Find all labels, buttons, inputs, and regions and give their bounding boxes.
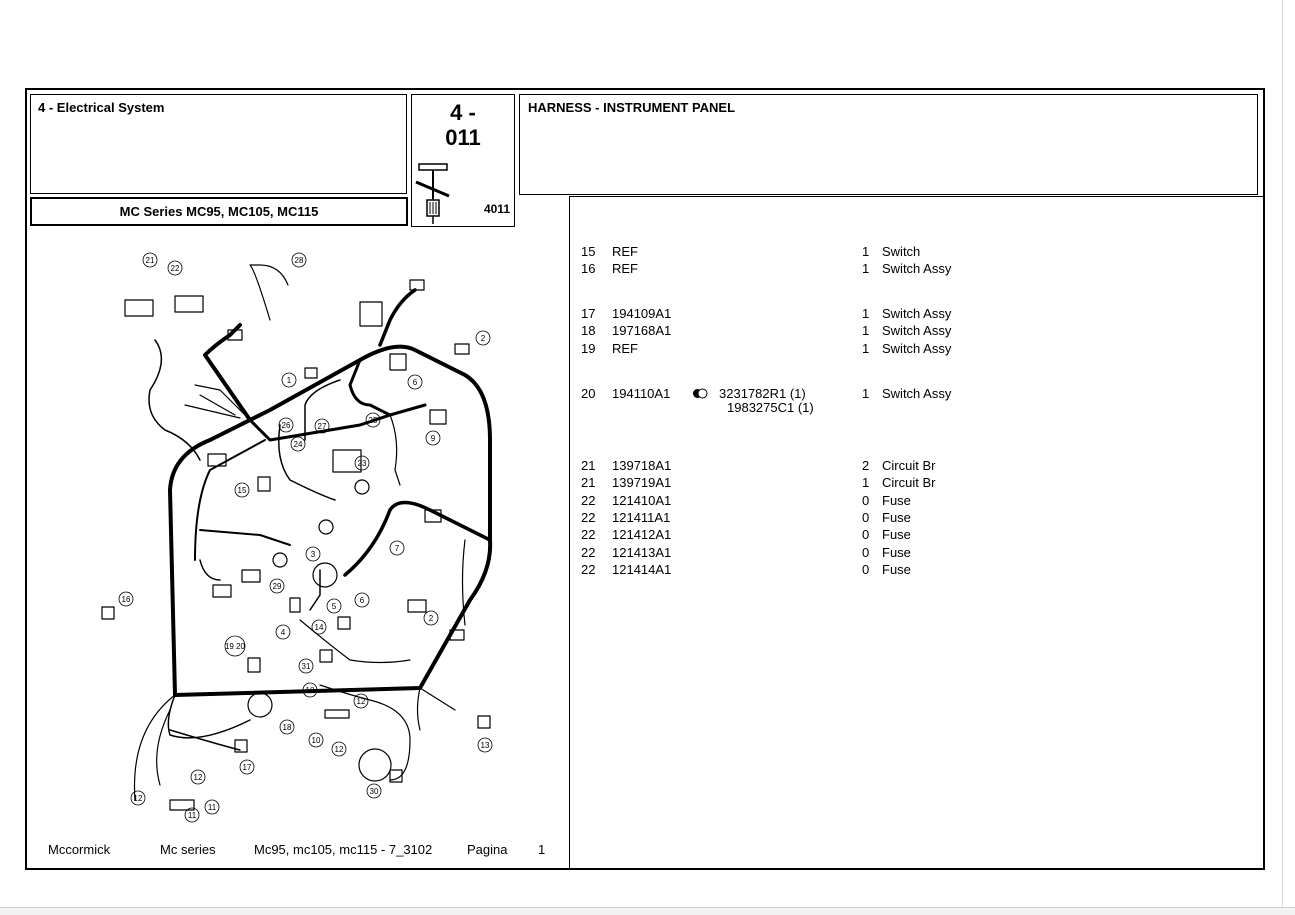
series-title: MC Series MC95, MC105, MC115 [119, 204, 319, 219]
svg-text:22: 22 [170, 264, 180, 273]
section-title: 4 - Electrical System [38, 100, 165, 115]
viewer-bottom-edge [0, 907, 1295, 915]
part-qty: 1 [862, 341, 870, 356]
svg-text:9: 9 [430, 434, 436, 443]
part-qty: 1 [862, 323, 870, 338]
svg-text:31: 31 [301, 662, 311, 671]
section-code-small: 4011 [483, 202, 510, 216]
part-number: 121411A1 [612, 510, 671, 525]
part-item: 15 [581, 244, 596, 259]
svg-text:3: 3 [310, 550, 316, 559]
svg-text:29: 29 [272, 582, 282, 591]
part-number: REF [612, 244, 638, 259]
part-desc: Fuse [882, 545, 911, 560]
svg-text:19 20: 19 20 [224, 642, 246, 651]
part-desc: Circuit Br [882, 475, 936, 490]
part-qty: 0 [862, 562, 870, 577]
part-number: 121414A1 [612, 562, 672, 577]
svg-text:11: 11 [207, 803, 217, 812]
section-code [411, 100, 515, 150]
part-number: REF [612, 261, 638, 276]
part-qty: 0 [862, 493, 870, 508]
section-code-line1: 4 - [450, 100, 476, 125]
part-qty: 1 [862, 261, 870, 276]
svg-text:5: 5 [331, 602, 337, 611]
part-item: 22 [581, 562, 596, 577]
part-item: 22 [581, 510, 596, 525]
part-number: 139718A1 [612, 458, 672, 473]
svg-text:10: 10 [311, 736, 321, 745]
part-desc: Switch Assy [882, 386, 952, 401]
svg-text:23: 23 [357, 459, 367, 468]
part-number: 197168A1 [612, 323, 672, 338]
svg-text:13: 13 [480, 741, 490, 750]
part-desc: Fuse [882, 562, 911, 577]
part-qty: 0 [862, 527, 870, 542]
part-item: 19 [581, 341, 596, 356]
part-qty: 1 [862, 475, 870, 490]
part-qty: 0 [862, 545, 870, 560]
part-item: 22 [581, 493, 596, 508]
part-item: 22 [581, 527, 596, 542]
part-desc: Fuse [882, 527, 911, 542]
part-qty: 1 [862, 244, 870, 259]
svg-text:27: 27 [317, 422, 327, 431]
footer-models: Mc95, mc105, mc115 - 7_3102 [254, 842, 433, 857]
harness-title: HARNESS - INSTRUMENT PANEL [528, 100, 736, 115]
svg-text:11: 11 [187, 811, 197, 820]
interchangeable-icon [692, 388, 708, 399]
part-item: 18 [581, 323, 596, 338]
part-item: 22 [581, 545, 596, 560]
svg-text:7: 7 [394, 544, 400, 553]
part-number: 121410A1 [612, 493, 672, 508]
svg-text:12: 12 [334, 745, 344, 754]
part-item: 20 [581, 386, 596, 401]
svg-text:6: 6 [412, 378, 418, 387]
footer-series: Mc series [160, 842, 216, 857]
diagram-callout-labels [122, 256, 490, 820]
svg-text:4: 4 [280, 628, 286, 637]
part-desc: Circuit Br [882, 458, 936, 473]
part-desc: Switch [882, 244, 921, 259]
part-qty: 2 [862, 458, 870, 473]
part-number: 121413A1 [612, 545, 672, 560]
part-number: 194109A1 [612, 306, 672, 321]
svg-text:30: 30 [369, 787, 379, 796]
part-desc: Switch Assy [882, 341, 952, 356]
alternate-part-2: 1983275C1 (1) [727, 400, 814, 415]
part-item: 21 [581, 458, 596, 473]
part-qty: 1 [862, 306, 870, 321]
svg-text:15: 15 [237, 486, 247, 495]
svg-text:12: 12 [193, 773, 203, 782]
part-item: 16 [581, 261, 596, 276]
svg-text:28: 28 [294, 256, 304, 265]
svg-text:21: 21 [145, 256, 155, 265]
svg-text:6: 6 [359, 596, 365, 605]
part-item: 17 [581, 306, 596, 321]
svg-text:17: 17 [242, 763, 252, 772]
footer-page-label: Pagina [467, 842, 508, 857]
svg-text:18: 18 [282, 723, 292, 732]
part-desc: Switch Assy [882, 323, 952, 338]
part-number: 194110A1 [612, 386, 671, 401]
alternate-part-1: 3231782R1 (1) [719, 386, 806, 401]
viewer-right-edge [1282, 0, 1283, 915]
svg-text:25: 25 [368, 416, 378, 425]
svg-text:12: 12 [356, 697, 366, 706]
part-desc: Switch Assy [882, 261, 952, 276]
footer-page-number: 1 [538, 842, 546, 857]
electrical-symbol-icon [413, 160, 458, 226]
part-desc: Fuse [882, 510, 911, 525]
part-qty: 0 [862, 510, 870, 525]
svg-text:2: 2 [428, 614, 434, 623]
svg-text:14: 14 [314, 623, 324, 632]
svg-text:16: 16 [121, 595, 131, 604]
part-desc: Fuse [882, 493, 911, 508]
part-qty: 1 [862, 386, 870, 401]
svg-text:10: 10 [305, 686, 315, 695]
part-number: REF [612, 341, 638, 356]
column-divider [569, 196, 570, 870]
part-item: 21 [581, 475, 596, 490]
part-number: 121412A1 [612, 527, 672, 542]
section-code-line2: 011 [445, 125, 481, 150]
svg-text:2: 2 [480, 334, 486, 343]
footer-brand: Mccormick [48, 842, 111, 857]
part-desc: Switch Assy [882, 306, 952, 321]
parts-top-rule [569, 196, 1263, 197]
part-number: 139719A1 [612, 475, 672, 490]
svg-text:24: 24 [293, 440, 303, 449]
svg-text:1: 1 [286, 376, 292, 385]
svg-text:12: 12 [133, 794, 143, 803]
svg-text:26: 26 [281, 421, 291, 430]
harness-diagram [90, 240, 510, 840]
